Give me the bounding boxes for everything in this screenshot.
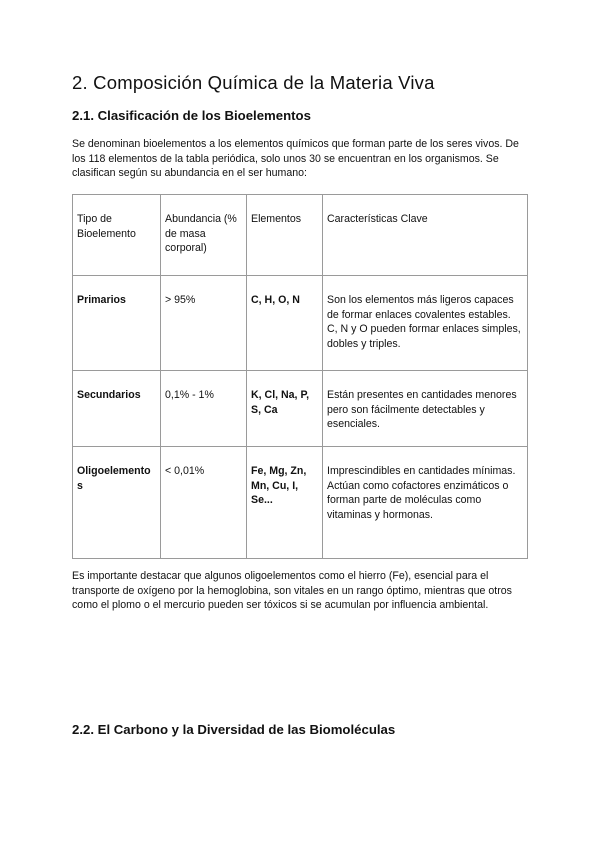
tipo-cell: Secundarios — [73, 371, 161, 447]
abundancia-cell: > 95% — [161, 276, 247, 371]
table-header-cell: Abundancia (% de masa corporal) — [161, 195, 247, 276]
intro-paragraph: Se denominan bioelementos a los elementos químicos que forman parte de los seres vivos. De los 118 elementos de la tabla periódica, solo unos 30 se encuentran en los organismos. Se clasifican según su abundancia en el ser humano: — [72, 138, 519, 180]
table-row — [73, 276, 528, 371]
section-heading-carbono: 2.2. El Carbono y la Diversidad de las Biomoléculas — [72, 722, 396, 737]
table-header-row — [73, 195, 528, 276]
table-header-cell: Características Clave — [323, 195, 528, 276]
bioelements-table — [72, 194, 528, 559]
caracteristicas-cell: Imprescindibles en cantidades mínimas. Actúan como cofactores enzimáticos o forman parte de moléculas como vitaminas y hormonas. — [323, 447, 528, 559]
note-paragraph: Es importante destacar que algunos oligoelementos como el hierro (Fe), esencial para el transporte de oxígeno por la hemoglobina, son vitales en un rango óptimo, mientras que otros como el plomo o el mercurio pueden ser tóxicos si se acumulan por influencia ambiental. — [72, 570, 512, 612]
table-row — [73, 447, 528, 559]
caracteristicas-cell: Son los elementos más ligeros capaces de formar enlaces covalentes estables. C, N y O pueden formar enlaces simples, dobles y triples. — [323, 276, 528, 371]
elementos-cell: C, H, O, N — [247, 276, 323, 371]
table-header-cell: Elementos — [247, 195, 323, 276]
abundancia-cell: < 0,01% — [161, 447, 247, 559]
caracteristicas-cell: Están presentes en cantidades menores pero son fácilmente detectables y esenciales. — [323, 371, 528, 447]
elementos-cell: K, Cl, Na, P, S, Ca — [247, 371, 323, 447]
section-heading-bioelementos: 2.1. Clasificación de los Bioelementos — [72, 108, 311, 123]
table-header-cell: Tipo de Bioelemento — [73, 195, 161, 276]
page-title: 2. Composición Química de la Materia Viva — [72, 72, 435, 93]
table-row — [73, 371, 528, 447]
tipo-cell: Oligoelementos — [73, 447, 161, 559]
abundancia-cell: 0,1% - 1% — [161, 371, 247, 447]
tipo-cell: Primarios — [73, 276, 161, 371]
elementos-cell: Fe, Mg, Zn, Mn, Cu, I, Se... — [247, 447, 323, 559]
